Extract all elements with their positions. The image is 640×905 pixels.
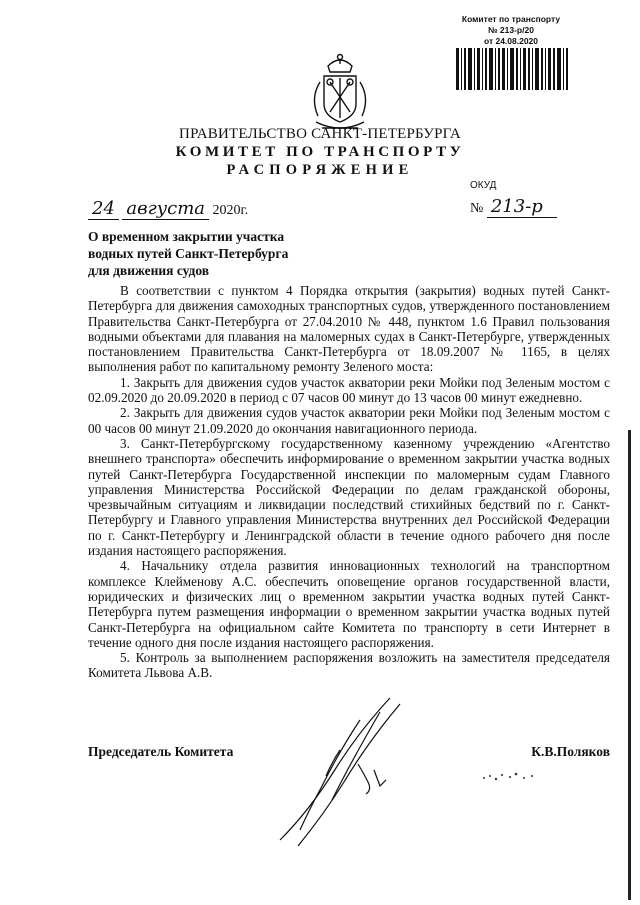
- subject-line-3: для движения судов: [88, 263, 210, 278]
- date-year: 2020: [212, 203, 241, 218]
- scan-edge-bar: [628, 430, 631, 900]
- document-subject: [88, 228, 348, 279]
- stamp-committee: Комитет по транспорту: [461, 14, 561, 24]
- number-value: 213-р: [487, 196, 557, 218]
- handwritten-signature: [240, 690, 420, 850]
- barcode: [456, 48, 568, 90]
- document-number: [470, 196, 557, 218]
- date-day: 24: [88, 198, 119, 220]
- stamp-date: от 24.08.2020: [483, 36, 539, 46]
- date-suffix: г.: [240, 203, 249, 218]
- registration-stamp: [452, 14, 570, 47]
- scan-noise: [480, 766, 560, 786]
- date-month: августа: [122, 198, 209, 220]
- paragraph-item-1: 1. Закрыть для движения судов участок акватории реки Мойки под Зеленым мостом с 02.09.2020 до 20.09.2020 в период с 07 часов 00 минут до 13 часов 00 минут ежедневно.: [88, 374, 610, 406]
- paragraph-preamble: В соответствии с пунктом 4 Порядка открытия (закрытия) водных путей Санкт-Петербурга для движения самоходных транспортных судов, утвержденного постановлением Правительства Санкт-Петербурга от 27.04.2010 № 448, пунктом 1.6 Правил пользования водными объектами для плавания на маломерных судах в Санкт-Петербурге, утвержденных постановлением Правительства Санкт-Петербурга от 18.09.2007 № 1165, в целях выполнения работ по капитальному ремонту Зеленого моста:: [88, 283, 610, 375]
- government-title: ПРАВИТЕЛЬСТВО САНКТ-ПЕТЕРБУРГА: [179, 126, 461, 142]
- paragraph-item-5: 5. Контроль за выполнением распоряжения возложить на заместителя председателя Комитета Львова А.В.: [88, 650, 610, 681]
- signer-position: Председатель Комитета: [88, 744, 234, 759]
- subject-line-2: водных путей Санкт-Петербурга: [88, 246, 289, 261]
- paragraph-item-3: 3. Санкт-Петербургскому государственному казенному учреждению «Агентство внешнего транспорта» обеспечить информирование о временном закрытии участка водных путей Санкт-Петербурга Государственной инспекции по маломерным судам Главного управления Министерства Российской Федерации по делам гражданской обороны, чрезвычайным ситуациям и ликвидации последствий стихийных бедствий по г. Санкт-Петербургу и Главного управления Министерства внутренних дел Российской Федерации по г. Санкт-Петербургу и Ленинградской области в течение одного рабочего дня после издания настоящего распоряжения.: [88, 435, 610, 559]
- signer-name: К.В.Поляков: [531, 744, 610, 759]
- okud-label: ОКУД: [470, 180, 497, 191]
- document-date: [88, 198, 248, 220]
- document-body: [88, 283, 610, 681]
- paragraph-item-4: 4. Начальнику отдела развития инновационных технологий на транспортном комплексе Клейменову А.С. обеспечить оповещение органов государственной власти, юридических и физических лиц о временном закрытии участка водных путей Санкт-Петербурга путем размещения информации о временном закрытии участка водных путей Санкт-Петербурга на официальном сайте Комитета по транспорту в сети Интернет в течение одного дня после издания настоящего распоряжения.: [88, 558, 610, 650]
- paragraph-item-2: 2. Закрыть для движения судов участок акватории реки Мойки под Зеленым мостом с 00 часов 00 минут 21.09.2020 до окончания навигационного периода.: [88, 405, 610, 436]
- document-type: РАСПОРЯЖЕНИЕ: [226, 162, 414, 178]
- number-prefix: №: [470, 201, 484, 216]
- committee-title: КОМИТЕТ ПО ТРАНСПОРТУ: [175, 144, 465, 160]
- stamp-number: № 213-р/20: [488, 25, 534, 35]
- subject-line-1: О временном закрытии участка: [88, 229, 285, 244]
